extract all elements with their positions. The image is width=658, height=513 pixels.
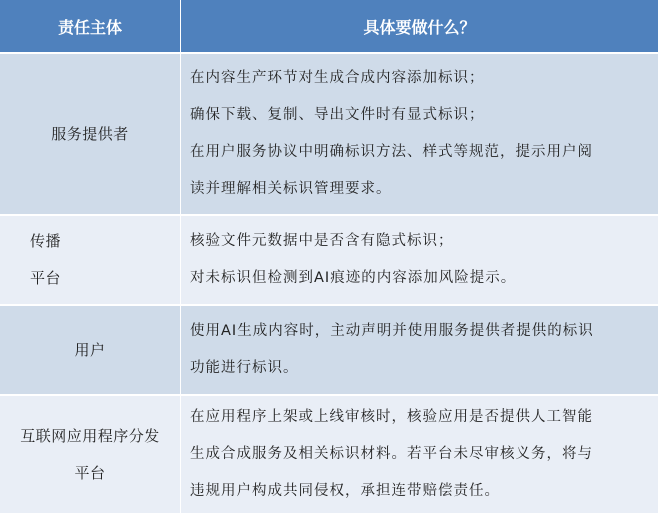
row-divider: [0, 304, 658, 306]
action-line: 违规用户构成共同侵权，承担连带赔偿责任。: [190, 483, 500, 499]
header-subject-label: 责任主体: [57, 17, 122, 37]
header-cell-subject: [0, 0, 180, 52]
table-row: [0, 216, 658, 304]
subject-cell: [0, 306, 180, 394]
action-line: 在应用程序上架或上线审核时，核验应用是否提供人工智能: [190, 409, 593, 425]
action-line: 生成合成服务及相关标识材料。若平台未尽审核义务，将与: [190, 446, 593, 462]
subject-label: 互联网应用程序分发: [20, 426, 160, 445]
subject-cell: [0, 216, 180, 304]
header-actions-label: 具体要做什么？: [363, 17, 476, 37]
action-line: 对未标识但检测到AI痕迹的内容添加风险提示。: [190, 270, 517, 286]
subject-label: 平台: [30, 269, 62, 287]
action-line: 读并理解相关标识管理要求。: [190, 181, 392, 197]
action-line: 确保下载、复制、导出文件时有显式标识；: [190, 107, 485, 123]
table-row: [0, 306, 658, 394]
actions-cell: [181, 306, 658, 394]
action-line: 在内容生产环节对生成合成内容添加标识；: [190, 70, 485, 86]
column-divider: [180, 0, 181, 513]
actions-cell: [181, 396, 658, 513]
action-line: 功能进行标识。: [190, 360, 299, 376]
table-header-row: [0, 0, 658, 52]
action-line: 在用户服务协议中明确标识方法、样式等规范，提示用户阅: [190, 144, 593, 160]
row-divider: [0, 394, 658, 396]
actions-cell: [181, 216, 658, 304]
row-divider: [0, 52, 658, 54]
subject-label: 平台: [74, 463, 106, 482]
actions-cell: [181, 54, 658, 214]
subject-label: 用户: [74, 340, 106, 359]
subject-label: 传播: [30, 232, 62, 250]
subject-label: 服务提供者: [51, 124, 129, 143]
row-divider: [0, 214, 658, 216]
header-cell-actions: [181, 0, 658, 52]
action-line: 使用AI生成内容时，主动声明并使用服务提供者提供的标识: [190, 323, 594, 339]
action-line: 核验文件元数据中是否含有隐式标识；: [190, 233, 454, 249]
subject-cell: [0, 396, 180, 513]
table-row: [0, 54, 658, 214]
subject-cell: [0, 54, 180, 214]
table-row: [0, 396, 658, 513]
